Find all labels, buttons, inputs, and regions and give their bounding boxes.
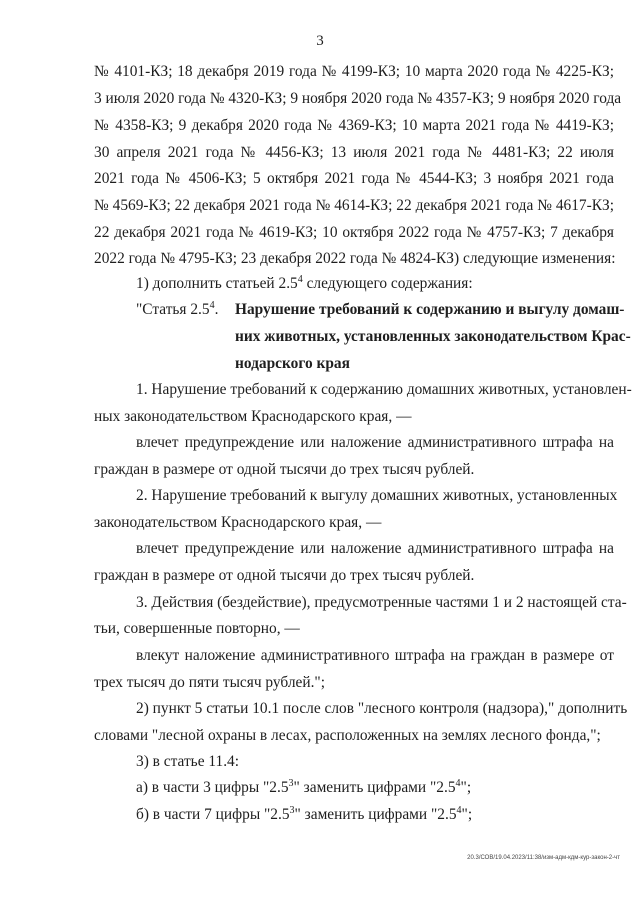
part-2-line: законодательством Краснодарского края, — xyxy=(94,514,382,531)
text-line: 3 июля 2020 года № 4320-КЗ; 9 ноября 2020 года № 4357-КЗ; 9 ноября 2020 года xyxy=(94,90,622,107)
sanction-2-line: граждан в размере от одной тысячи до трех тысяч рублей. xyxy=(94,567,475,584)
part-1-line: ных законодательством Краснодарского края, — xyxy=(94,408,412,425)
text-line: 2021 года № 4506-КЗ; 5 октября 2021 года № 4544-КЗ; 3 ноября 2021 года xyxy=(94,170,614,187)
document-footer-code: 20.3/СОВ/19.04.2023/11:38/изм-адм-кдм-кур-закон-2-чт xyxy=(467,855,620,861)
article-label: "Статья $2.5^4$. xyxy=(136,300,219,318)
text-line: 2022 года № 4795-КЗ; 23 декабря 2022 года № 4824-КЗ) следующие изменения: xyxy=(94,250,616,267)
amendment-item-3b: б) в части 7 цифры "$2.5^3$" заменить цифрами "$2.5^4$"; xyxy=(136,805,473,823)
sanction-3-line: влекут наложение административного штрафа на граждан в размере от xyxy=(136,647,614,664)
page-number: 3 xyxy=(316,33,324,49)
text-line: № 4358-КЗ; 9 декабря 2020 года № 4369-КЗ; 10 марта 2021 года № 4419-КЗ; xyxy=(94,117,614,134)
part-3-line: 3. Действия (бездействие), предусмотренные частями 1 и 2 настоящей ста- xyxy=(136,594,627,611)
article-title-line: нодарского края xyxy=(235,355,350,372)
article-title-line: них животных, установленных законодательством Крас- xyxy=(235,328,631,345)
sanction-1-line: граждан в размере от одной тысячи до трех тысяч рублей. xyxy=(94,461,475,478)
text-line: № 4569-КЗ; 22 декабря 2021 года № 4614-КЗ; 22 декабря 2021 года № 4617-КЗ; xyxy=(94,197,614,214)
part-1-line: 1. Нарушение требований к содержанию домашних животных, установлен- xyxy=(136,381,632,398)
part-2-line: 2. Нарушение требований к выгулу домашних животных, установленных xyxy=(136,487,618,504)
amendment-item-2-line: 2) пункт 5 статьи 10.1 после слов "лесного контроля (надзора)," дополнить xyxy=(136,700,628,717)
sanction-2-line: влечет предупреждение или наложение административного штрафа на xyxy=(136,540,614,557)
amendment-item-2-line: словами "лесной охраны в лесах, расположенных на землях лесного фонда,"; xyxy=(94,727,601,744)
sanction-3-line: трех тысяч до пяти тысяч рублей."; xyxy=(94,674,325,691)
amendment-item-3a: а) в части 3 цифры "$2.5^3$" заменить цифрами "$2.5^4$"; xyxy=(136,778,472,796)
amendment-item-3: 3) в статье 11.4: xyxy=(136,753,240,770)
part-3-line: тьи, совершенные повторно, — xyxy=(94,620,300,637)
text-line: 22 декабря 2021 года № 4619-КЗ; 10 октября 2022 года № 4757-КЗ; 7 декабря xyxy=(94,224,614,241)
text-line: 30 апреля 2021 года № 4456-КЗ; 13 июля 2021 года № 4481-КЗ; 22 июля xyxy=(94,144,614,161)
sanction-1-line: влечет предупреждение или наложение административного штрафа на xyxy=(136,434,614,451)
amendment-item-1: 1) дополнить статьей $2.5^4$ следующего содержания: xyxy=(136,274,473,292)
text-line: № 4101-КЗ; 18 декабря 2019 года № 4199-КЗ; 10 марта 2020 года № 4225-КЗ; xyxy=(94,63,614,80)
article-title-line: Нарушение требований к содержанию и выгулу домаш- xyxy=(235,301,625,318)
